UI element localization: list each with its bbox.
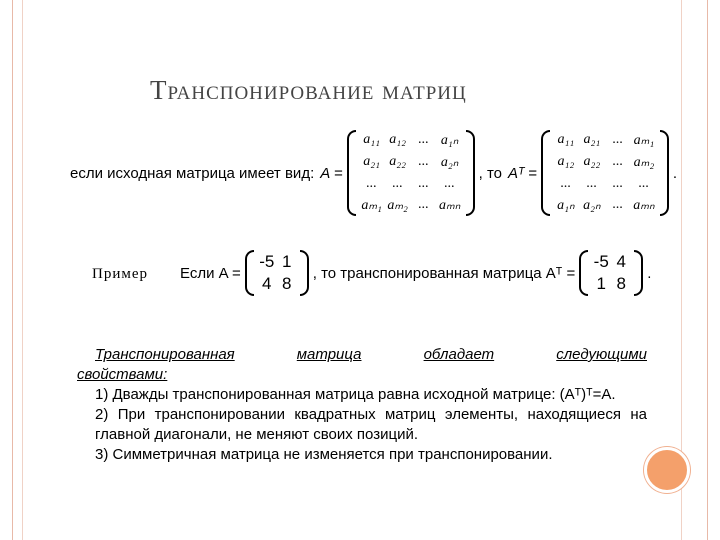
matrix-cell: ... xyxy=(418,132,429,147)
matrix-cell: 8 xyxy=(282,274,292,293)
properties-intro xyxy=(77,345,647,365)
matrix-cell: aₘ₁ xyxy=(633,133,655,148)
matrix-a-general xyxy=(347,130,475,216)
matrix-cell: aₘ₁ xyxy=(361,198,382,213)
matrix-cell: -5 xyxy=(259,252,275,271)
matrix-at-grid xyxy=(550,130,660,216)
matrix-cell: aₘₙ xyxy=(438,198,461,213)
matrix-cell: ... xyxy=(392,176,403,191)
matrix-cell: a₁₁ xyxy=(557,132,575,147)
definition-row xyxy=(70,130,677,216)
matrix-cell: 1 xyxy=(596,274,606,293)
example-middle: , то транспонированная матрица Aᵀ = xyxy=(312,264,576,282)
example-matrix-at-grid xyxy=(588,250,634,296)
matrix-a-label: A = xyxy=(320,164,343,182)
example-matrix-a-grid xyxy=(254,250,300,296)
matrix-cell: ... xyxy=(560,176,572,191)
matrix-at-label: Aᵀ = xyxy=(508,164,537,182)
matrix-cell: ... xyxy=(418,197,429,212)
matrix-cell: aₘ₂ xyxy=(633,155,655,170)
matrix-cell: ... xyxy=(586,176,598,191)
matrix-cell: a₁ₙ xyxy=(440,133,459,148)
properties-intro-tail: свойствами: xyxy=(77,366,168,383)
example-label: Пример xyxy=(92,266,149,282)
matrix-cell: 4 xyxy=(616,252,626,271)
matrix-cell: a₂₂ xyxy=(389,154,406,169)
matrix-cell: ... xyxy=(418,176,429,191)
matrix-cell: ... xyxy=(418,154,429,169)
property-item: 2) При транспонировании квадратных матриц элементы, находящиеся на главной диагонали, не меняют своих позиций. xyxy=(95,406,647,443)
matrix-cell: a₁₂ xyxy=(557,154,575,169)
matrix-cell: ... xyxy=(444,176,455,191)
intro-word: Транспонированная xyxy=(95,346,235,363)
matrix-at-general xyxy=(541,130,669,216)
definition-prefix: если исходная матрица имеет вид: xyxy=(70,164,315,182)
decorative-circle xyxy=(644,447,690,493)
matrix-cell: ... xyxy=(638,176,650,191)
matrix-cell: 4 xyxy=(262,274,272,293)
definition-middle: , то xyxy=(478,164,503,182)
matrix-cell: -5 xyxy=(593,252,609,271)
matrix-cell: a₂₁ xyxy=(363,154,380,169)
example-end: . xyxy=(647,264,652,282)
intro-word: следующими xyxy=(556,346,647,363)
matrix-cell: a₂₁ xyxy=(583,132,601,147)
matrix-cell: 1 xyxy=(282,252,292,271)
matrix-cell: a₁₂ xyxy=(389,132,406,147)
matrix-cell: 8 xyxy=(616,274,626,293)
slide-title: Транспонирование матриц xyxy=(150,75,467,105)
property-item: 1) Дважды транспонированная матрица равна исходной матрице: (Aᵀ)ᵀ=A. xyxy=(95,386,616,403)
matrix-cell: aₘₙ xyxy=(633,198,655,213)
example-matrix-at xyxy=(579,250,643,296)
matrix-cell: a₂₂ xyxy=(583,154,601,169)
matrix-cell: a₁₁ xyxy=(363,132,380,147)
intro-word: матрица xyxy=(296,346,362,363)
property-item: 3) Симметричная матрица не изменяется при транспонировании. xyxy=(95,446,553,463)
matrix-cell: a₁ₙ xyxy=(557,198,575,213)
matrix-cell: ... xyxy=(366,176,377,191)
intro-word: обладает xyxy=(423,346,495,363)
matrix-cell: aₘ₂ xyxy=(387,198,408,213)
example-prefix: Если A = xyxy=(180,264,241,282)
matrix-a-grid xyxy=(356,130,466,216)
matrix-cell: ... xyxy=(612,132,624,147)
definition-end: . xyxy=(672,164,678,182)
matrix-cell: ... xyxy=(612,176,624,191)
matrix-cell: ... xyxy=(612,154,624,169)
matrix-cell: ... xyxy=(612,197,624,212)
example-row xyxy=(180,250,651,296)
properties-block xyxy=(77,345,647,465)
matrix-cell: a₂ₙ xyxy=(440,155,459,170)
matrix-cell: a₂ₙ xyxy=(583,198,601,213)
example-matrix-a xyxy=(245,250,309,296)
